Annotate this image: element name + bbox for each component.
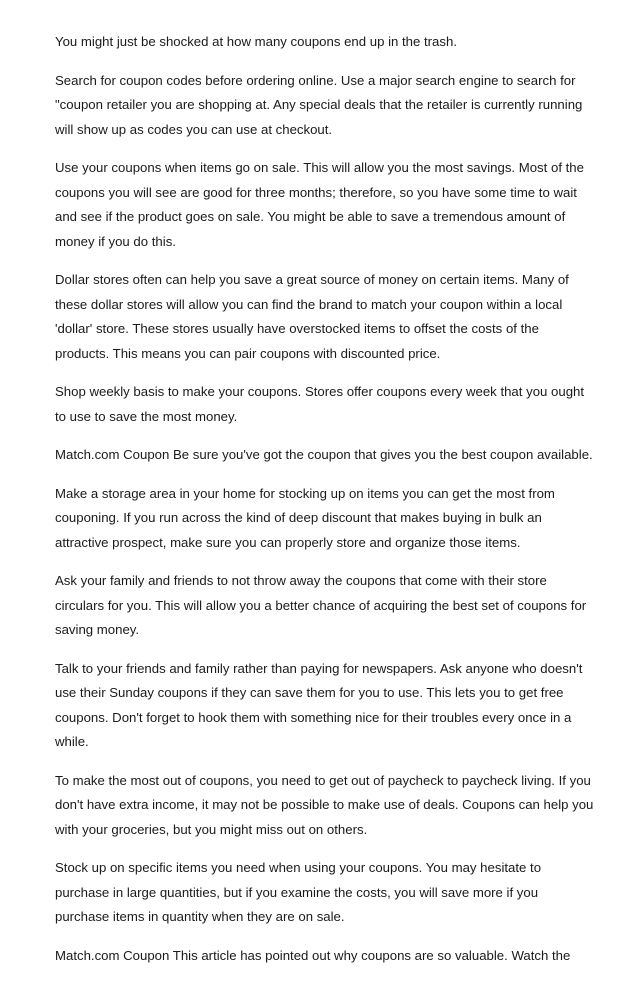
paragraph-3: Use your coupons when items go on sale. This will allow you the most savings. Most of the coupons you will see are good for three months; therefore, so you have some time to wait and see if the product goes on sale. You might be able to save a tremendous amount of money if you do this. — [55, 160, 584, 249]
paragraph-9: Talk to your friends and family rather than paying for newspapers. Ask anyone who doesn't use their Sunday coupons if they can save them for you to use. This lets you to get free coupons. Don't forget to hook them with something nice for their troubles every once in a while. — [55, 660, 583, 749]
paragraph-10: To make the most out of coupons, you need to get out of paycheck to paycheck living. If you don't have extra income, it may not be possible to make use of deals. Coupons can help you with your groceries, but you might miss out on others. — [55, 772, 594, 837]
paragraph-2: Search for coupon codes before ordering online. Use a major search engine to search for "coupon retailer you are shopping at. Any special deals that the retailer is currently running will show up as codes you can use at checkout. — [55, 72, 583, 137]
paragraph-7: Make a storage area in your home for stocking up on items you can get the most from couponing. If you run across the kind of deep discount that makes buying in bulk an attractive prospect, make sure you can properly store and organize those items. — [55, 485, 555, 550]
paragraph-12: Match.com Coupon This article has pointed out why coupons are so valuable. Watch the — [55, 947, 571, 963]
paragraph-6: Match.com Coupon Be sure you've got the coupon that gives you the best coupon available. — [55, 447, 593, 462]
paragraph-4: Dollar stores often can help you save a great source of money on certain items. Many of these dollar stores will allow you can find the brand to match your coupon within a local 'dollar' store. These stores usually have overstocked items to offset the costs of the products. This means you can pair coupons with discounted price. — [55, 272, 569, 361]
paragraph-8: Ask your family and friends to not throw away the coupons that come with their store circulars for you. This will allow you a better chance of acquiring the best set of coupons for saving money. — [55, 573, 587, 637]
paragraph-11: Stock up on specific items you need when using your coupons. You may hesitate to purchase in large quantities, but if you examine the costs, you will save more if you purchase items in quantity when they are on sale. — [55, 860, 542, 924]
document-page — [55, 30, 595, 982]
paragraph-1: You might just be shocked at how many coupons end up in the trash. — [55, 34, 457, 49]
paragraph-5: Shop weekly basis to make your coupons. Stores offer coupons every week that you ought to use to save the most money. — [55, 384, 585, 424]
